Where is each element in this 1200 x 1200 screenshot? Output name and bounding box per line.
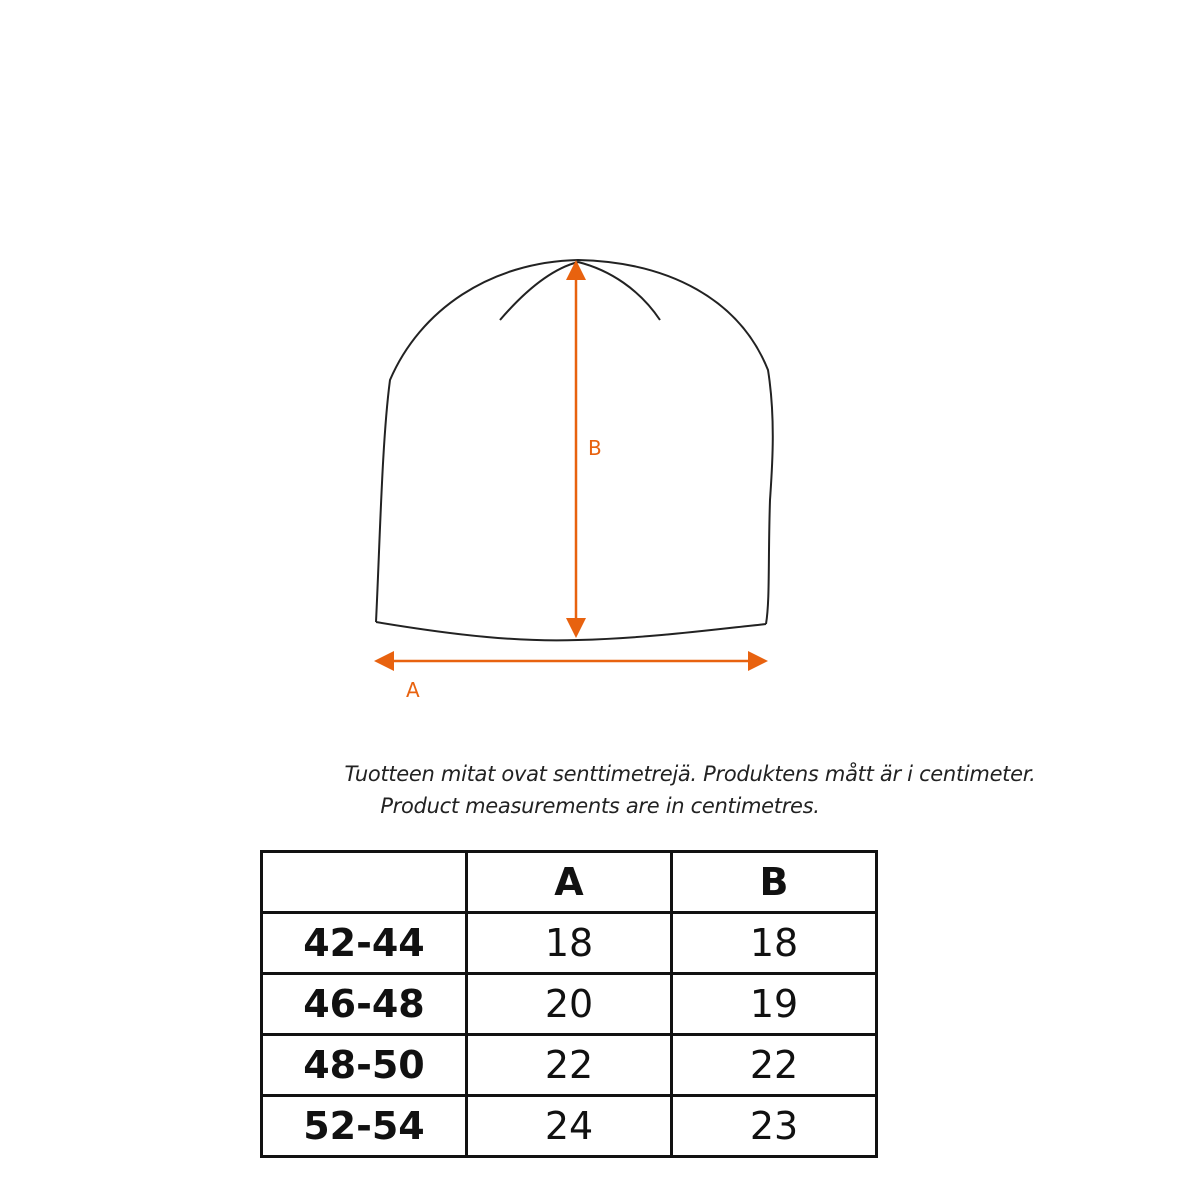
table-header-b: B [672,852,877,913]
dimension-b-label: B [588,436,602,460]
value-a-cell: 24 [467,1096,672,1157]
table-header-row [262,852,877,913]
measurement-note-fi-sv: Tuotteen mitat ovat senttimetrejä. Produktens mått är i centimeter. [344,762,1036,786]
table-header-size [262,852,467,913]
size-cell: 46-48 [262,974,467,1035]
table-row [262,974,877,1035]
hat-outline [376,260,773,624]
dimension-b-arrow [566,260,586,638]
size-cell: 42-44 [262,913,467,974]
hat-crown-seam-right [578,262,660,320]
table-row [262,913,877,974]
value-b-cell: 19 [672,974,877,1035]
value-b-cell: 23 [672,1096,877,1157]
value-a-cell: 20 [467,974,672,1035]
dimension-a-label: A [406,678,420,702]
table-row [262,1096,877,1157]
dimension-a-arrow [374,651,768,671]
value-a-cell: 22 [467,1035,672,1096]
size-cell: 48-50 [262,1035,467,1096]
size-cell: 52-54 [262,1096,467,1157]
size-table [260,850,878,1158]
value-b-cell: 18 [672,913,877,974]
measurement-note-en: Product measurements are in centimetres. [380,794,820,818]
table-header-a: A [467,852,672,913]
value-a-cell: 18 [467,913,672,974]
value-b-cell: 22 [672,1035,877,1096]
table-row [262,1035,877,1096]
